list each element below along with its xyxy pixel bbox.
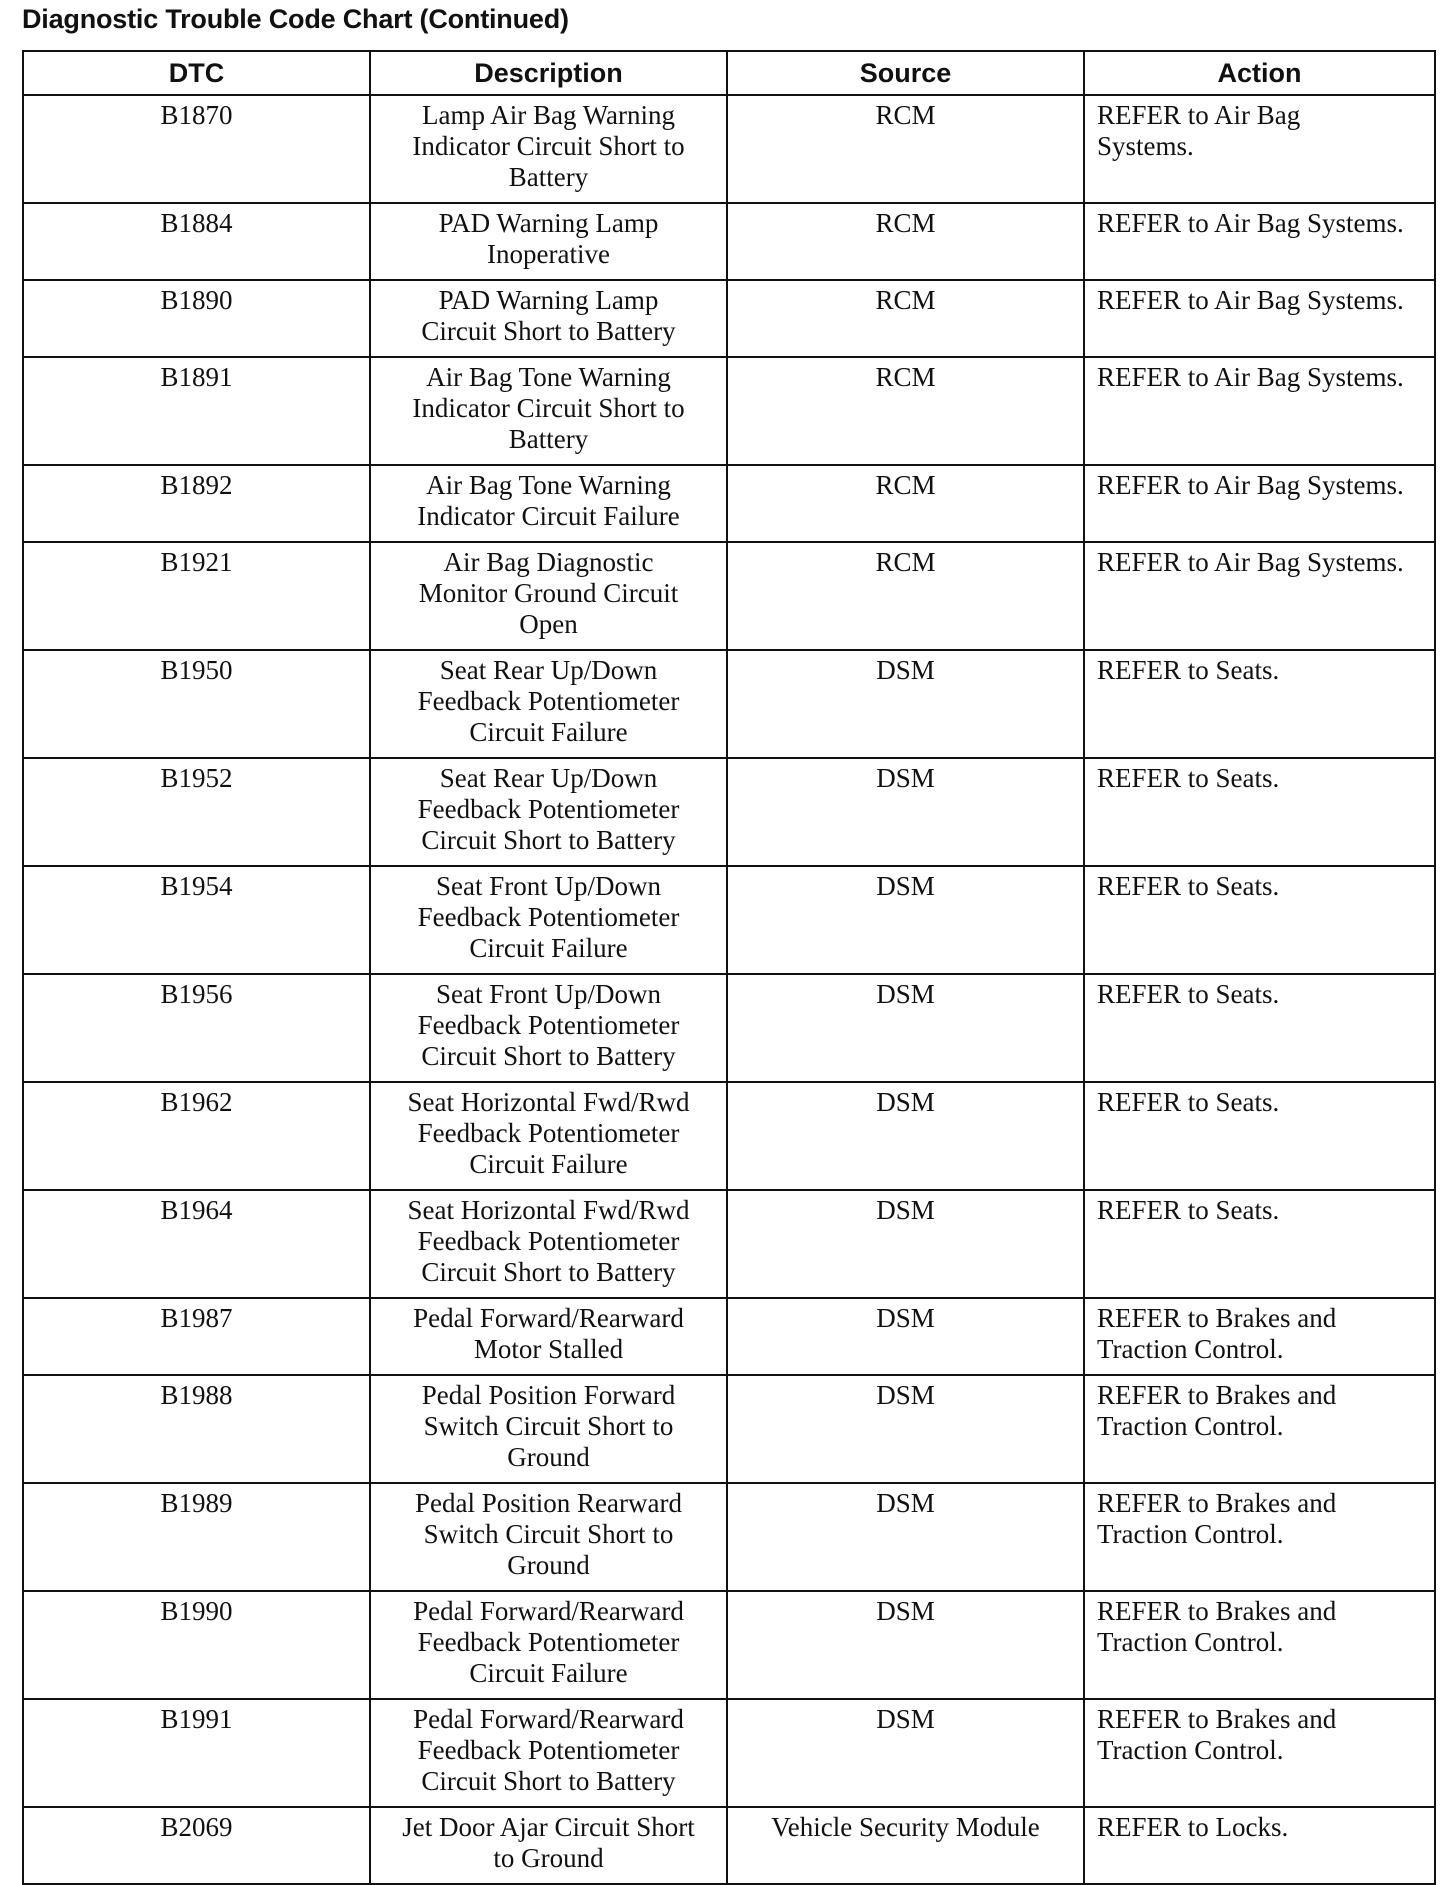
description-cell: Pedal Position Forward Switch Circuit Short to Ground: [370, 1375, 727, 1483]
source-cell: RCM: [727, 542, 1084, 650]
dtc-code-cell: B1964: [23, 1190, 370, 1298]
action-cell: REFER to Seats.: [1084, 866, 1435, 974]
table-row: [23, 95, 1435, 203]
description-cell: PAD Warning Lamp Circuit Short to Battery: [370, 280, 727, 357]
source-cell: DSM: [727, 866, 1084, 974]
dtc-code-cell: B1950: [23, 650, 370, 758]
table-row: [23, 1190, 1435, 1298]
table-row: [23, 1483, 1435, 1591]
table-row: [23, 1807, 1435, 1884]
source-cell: RCM: [727, 465, 1084, 542]
dtc-code-cell: B1952: [23, 758, 370, 866]
source-cell: DSM: [727, 1483, 1084, 1591]
action-cell: REFER to Seats.: [1084, 1082, 1435, 1190]
table-row: [23, 465, 1435, 542]
dtc-code-cell: B1890: [23, 280, 370, 357]
source-cell: Vehicle Security Module: [727, 1807, 1084, 1884]
table-row: [23, 203, 1435, 280]
action-cell: REFER to Air Bag Systems.: [1084, 95, 1435, 203]
header-source: Source: [727, 51, 1084, 95]
table-row: [23, 280, 1435, 357]
dtc-code-cell: B1892: [23, 465, 370, 542]
table-row: [23, 650, 1435, 758]
source-cell: DSM: [727, 974, 1084, 1082]
dtc-code-cell: B1921: [23, 542, 370, 650]
dtc-code-cell: B1884: [23, 203, 370, 280]
source-cell: DSM: [727, 1375, 1084, 1483]
source-cell: DSM: [727, 1699, 1084, 1807]
action-cell: REFER to Seats.: [1084, 758, 1435, 866]
description-cell: Seat Horizontal Fwd/Rwd Feedback Potentiometer Circuit Failure: [370, 1082, 727, 1190]
source-cell: RCM: [727, 280, 1084, 357]
table-row: [23, 866, 1435, 974]
action-cell: REFER to Air Bag Systems.: [1084, 203, 1435, 280]
description-cell: Seat Rear Up/Down Feedback Potentiometer Circuit Failure: [370, 650, 727, 758]
dtc-code-cell: B1989: [23, 1483, 370, 1591]
source-cell: RCM: [727, 203, 1084, 280]
description-cell: Seat Rear Up/Down Feedback Potentiometer Circuit Short to Battery: [370, 758, 727, 866]
description-cell: Pedal Forward/Rearward Motor Stalled: [370, 1298, 727, 1375]
action-cell: REFER to Air Bag Systems.: [1084, 465, 1435, 542]
header-description: Description: [370, 51, 727, 95]
source-cell: DSM: [727, 1298, 1084, 1375]
table-row: [23, 1082, 1435, 1190]
description-cell: Jet Door Ajar Circuit Short to Ground: [370, 1807, 727, 1884]
action-cell: REFER to Air Bag Systems.: [1084, 280, 1435, 357]
source-cell: RCM: [727, 95, 1084, 203]
dtc-code-cell: B1987: [23, 1298, 370, 1375]
dtc-code-cell: B1891: [23, 357, 370, 465]
table-row: [23, 1375, 1435, 1483]
table-row: [23, 357, 1435, 465]
source-cell: DSM: [727, 1190, 1084, 1298]
table-row: [23, 974, 1435, 1082]
description-cell: Seat Front Up/Down Feedback Potentiometer Circuit Short to Battery: [370, 974, 727, 1082]
dtc-code-cell: B1990: [23, 1591, 370, 1699]
description-cell: Air Bag Tone Warning Indicator Circuit Failure: [370, 465, 727, 542]
description-cell: Pedal Forward/Rearward Feedback Potentiometer Circuit Failure: [370, 1591, 727, 1699]
dtc-code-cell: B1962: [23, 1082, 370, 1190]
description-cell: Pedal Forward/Rearward Feedback Potentiometer Circuit Short to Battery: [370, 1699, 727, 1807]
source-cell: RCM: [727, 357, 1084, 465]
table-row: [23, 758, 1435, 866]
table-body: [23, 95, 1435, 1884]
action-cell: REFER to Air Bag Systems.: [1084, 357, 1435, 465]
description-cell: Lamp Air Bag Warning Indicator Circuit Short to Battery: [370, 95, 727, 203]
description-cell: Seat Horizontal Fwd/Rwd Feedback Potentiometer Circuit Short to Battery: [370, 1190, 727, 1298]
dtc-code-cell: B1870: [23, 95, 370, 203]
action-cell: REFER to Locks.: [1084, 1807, 1435, 1884]
action-cell: REFER to Seats.: [1084, 650, 1435, 758]
dtc-code-cell: B1956: [23, 974, 370, 1082]
header-action: Action: [1084, 51, 1435, 95]
action-cell: REFER to Brakes and Traction Control.: [1084, 1699, 1435, 1807]
source-cell: DSM: [727, 758, 1084, 866]
description-cell: Air Bag Tone Warning Indicator Circuit Short to Battery: [370, 357, 727, 465]
table-row: [23, 1591, 1435, 1699]
source-cell: DSM: [727, 650, 1084, 758]
dtc-code-cell: B1988: [23, 1375, 370, 1483]
action-cell: REFER to Brakes and Traction Control.: [1084, 1375, 1435, 1483]
dtc-code-cell: B1954: [23, 866, 370, 974]
action-cell: REFER to Brakes and Traction Control.: [1084, 1298, 1435, 1375]
action-cell: REFER to Brakes and Traction Control.: [1084, 1591, 1435, 1699]
source-cell: DSM: [727, 1591, 1084, 1699]
table-row: [23, 1298, 1435, 1375]
dtc-code-cell: B1991: [23, 1699, 370, 1807]
description-cell: Pedal Position Rearward Switch Circuit Short to Ground: [370, 1483, 727, 1591]
action-cell: REFER to Air Bag Systems.: [1084, 542, 1435, 650]
action-cell: REFER to Seats.: [1084, 974, 1435, 1082]
action-cell: REFER to Brakes and Traction Control.: [1084, 1483, 1435, 1591]
dtc-code-cell: B2069: [23, 1807, 370, 1884]
table-row: [23, 1699, 1435, 1807]
header-dtc: DTC: [23, 51, 370, 95]
description-cell: Seat Front Up/Down Feedback Potentiometer Circuit Failure: [370, 866, 727, 974]
table-row: [23, 542, 1435, 650]
table-header-row: [23, 51, 1435, 95]
action-cell: REFER to Seats.: [1084, 1190, 1435, 1298]
description-cell: Air Bag Diagnostic Monitor Ground Circuit Open: [370, 542, 727, 650]
source-cell: DSM: [727, 1082, 1084, 1190]
page-title: Diagnostic Trouble Code Chart (Continued): [22, 4, 569, 34]
dtc-chart-table: [22, 50, 1436, 1885]
description-cell: PAD Warning Lamp Inoperative: [370, 203, 727, 280]
